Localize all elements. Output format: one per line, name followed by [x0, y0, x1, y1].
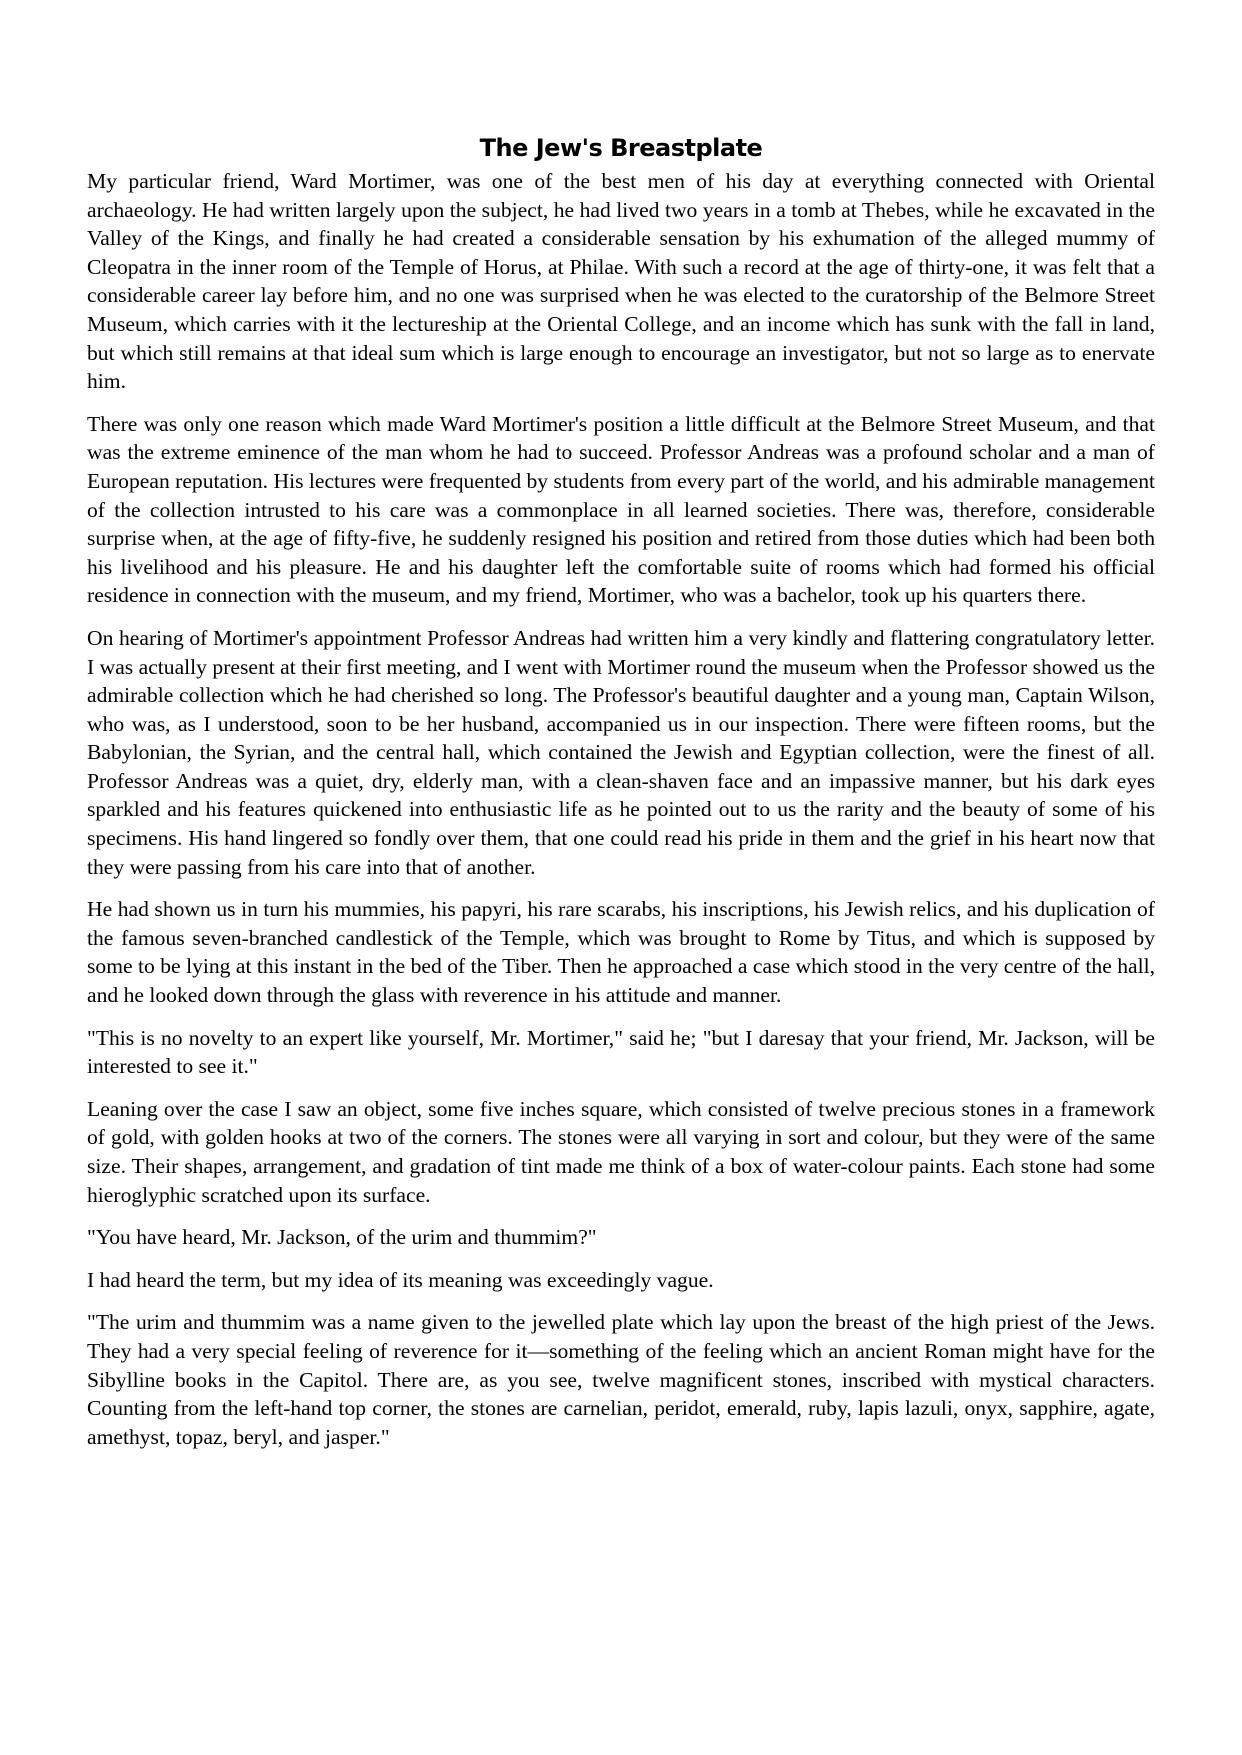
- document-title: The Jew's Breastplate: [479, 134, 763, 162]
- paragraph: I had heard the term, but my idea of its meaning was exceedingly vague.: [87, 1267, 714, 1292]
- document-page: [87, 133, 1155, 1465]
- paragraph: "This is no novelty to an expert like yourself, Mr. Mortimer," said he; "but I daresay that your friend, Mr. Jackson, will be interested to see it.": [87, 1025, 1155, 1079]
- paragraph: "The urim and thummim was a name given to the jewelled plate which lay upon the breast of the high priest of the Jews. They had a very special feeling of reverence for it—something of the feeling which an ancient Roman might have for the Sibylline books in the Capitol. There are, as you see, twelve magnificent stones, inscribed with mystical characters. Counting from the left-hand top corner, the stones are carnelian, peridot, emerald, ruby, lapis lazuli, onyx, sapphire, agate, amethyst, topaz, beryl, and jasper.": [87, 1310, 1155, 1449]
- paragraph: He had shown us in turn his mummies, his papyri, his rare scarabs, his inscriptions, his Jewish relics, and his duplication of the famous seven-branched candlestick of the Temple, which was brought to Rome by Titus, and which is supposed by some to be lying at this instant in the bed of the Tiber. Then he approached a case which stood in the very centre of the hall, and he looked down through the glass with reverence in his attitude and manner.: [87, 897, 1155, 1008]
- paragraph: There was only one reason which made Ward Mortimer's position a little difficult at the Belmore Street Museum, and that was the extreme eminence of the man whom he had to succeed. Professor Andreas was a profound scholar and a man of European reputation. His lectures were frequented by students from every part of the world, and his admirable management of the collection intrusted to his care was a commonplace in all learned societies. There was, therefore, considerable surprise when, at the age of fifty-five, he suddenly resigned his position and retired from those duties which had been both his livelihood and his pleasure. He and his daughter left the comfortable suite of rooms which had formed his official residence in connection with the museum, and my friend, Mortimer, who was a bachelor, took up his quarters there.: [87, 411, 1155, 608]
- paragraph: My particular friend, Ward Mortimer, was one of the best men of his day at everything connected with Oriental archaeology. He had written largely upon the subject, he had lived two years in a tomb at Thebes, while he excavated in the Valley of the Kings, and finally he had created a considerable sensation by his exhumation of the alleged mummy of Cleopatra in the inner room of the Temple of Horus, at Philae. With such a record at the age of thirty-one, it was felt that a considerable career lay before him, and no one was surprised when he was elected to the curatorship of the Belmore Street Museum, which carries with it the lectureship at the Oriental College, and an income which has sunk with the fall in land, but which still remains at that ideal sum which is large enough to encourage an investigator, but not so large as to enervate him.: [87, 169, 1155, 394]
- paragraph: On hearing of Mortimer's appointment Professor Andreas had written him a very kindly and flattering congratulatory letter. I was actually present at their first meeting, and I went with Mortimer round the museum when the Professor showed us the admirable collection which he had cherished so long. The Professor's beautiful daughter and a young man, Captain Wilson, who was, as I understood, soon to be her husband, accompanied us in our inspection. There were fifteen rooms, but the Babylonian, the Syrian, and the central hall, which contained the Jewish and Egyptian collection, were the finest of all. Professor Andreas was a quiet, dry, elderly man, with a clean-shaven face and an impassive manner, but his dark eyes sparkled and his features quickened into enthusiastic life as he pointed out to us the rarity and the beauty of some of his specimens. His hand lingered so fondly over them, that one could read his pride in them and the grief in his heart now that they were passing from his care into that of another.: [87, 625, 1155, 879]
- paragraph: "You have heard, Mr. Jackson, of the urim and thummim?": [87, 1225, 597, 1250]
- paragraph: Leaning over the case I saw an object, some five inches square, which consisted of twelve precious stones in a framework of gold, with golden hooks at two of the corners. The stones were all varying in sort and colour, but they were of the same size. Their shapes, arrangement, and gradation of tint made me think of a box of water-colour paints. Each stone had some hieroglyphic scratched upon its surface.: [87, 1096, 1155, 1207]
